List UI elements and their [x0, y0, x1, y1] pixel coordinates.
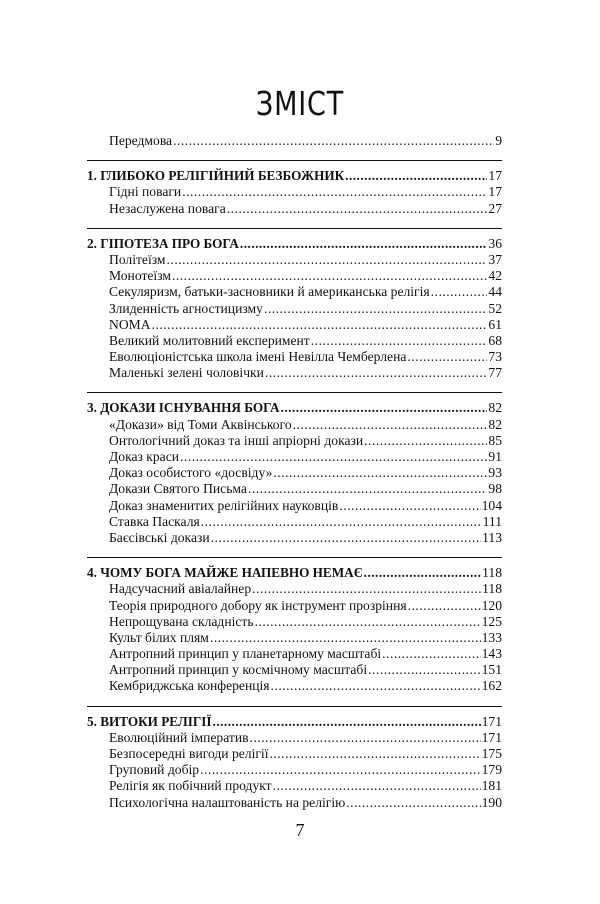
- toc-entry-label: Антропний принцип у планетарному масштабі: [109, 646, 382, 662]
- leader-dots: [227, 201, 488, 217]
- toc-entry-page: 120: [481, 597, 502, 613]
- toc-entry-page: 125: [481, 613, 502, 629]
- leader-dots: [255, 614, 481, 630]
- chapter-section-1: [87, 160, 502, 217]
- toc-entry[interactable]: [87, 530, 502, 546]
- leader-dots: [213, 714, 481, 730]
- toc-entry-page: 171: [481, 729, 502, 745]
- toc-entry-page: 9: [495, 133, 502, 148]
- toc-entry-label: Доказ знаменитих релігійних науковців: [109, 497, 339, 513]
- toc-entry-page: 104: [481, 497, 502, 513]
- leader-dots: [311, 333, 488, 349]
- toc-entry-label: Злиденність агностицизму: [109, 300, 263, 316]
- toc-entry-page: 42: [488, 268, 502, 284]
- toc-entry[interactable]: [87, 465, 502, 481]
- leader-dots: [265, 365, 487, 381]
- chapter-page: 171: [481, 713, 502, 729]
- toc-entry[interactable]: [87, 762, 502, 778]
- chapter-page: 118: [482, 565, 502, 581]
- toc-entry-page: 151: [481, 662, 502, 678]
- leader-dots: [201, 514, 482, 530]
- toc-entry-page: 91: [488, 449, 502, 464]
- leader-dots: [248, 481, 487, 497]
- toc-entry-label: Секуляризм, батьки-засновники й американська релігія: [109, 284, 430, 300]
- toc-entry-label: Передмова: [109, 133, 173, 148]
- leader-dots: [368, 662, 480, 678]
- leader-dots: [264, 301, 487, 317]
- toc-entry[interactable]: [87, 417, 502, 433]
- toc-entry-label: Груповий добір: [109, 762, 200, 778]
- table-of-contents: [87, 133, 502, 811]
- toc-entry-label: Докази Святого Письма: [109, 481, 247, 497]
- toc-entry-label: Великий молитовний експеримент: [109, 332, 310, 348]
- toc-chapter-heading[interactable]: [87, 236, 502, 252]
- toc-entry-page: 82: [488, 416, 502, 432]
- leader-dots: [346, 795, 480, 811]
- toc-entry[interactable]: [87, 317, 502, 333]
- leader-dots: [252, 581, 481, 597]
- toc-entry[interactable]: [87, 614, 502, 630]
- toc-entry-label: Культ білих плям: [109, 629, 209, 645]
- leader-dots: [345, 168, 487, 184]
- toc-entry[interactable]: [87, 201, 502, 217]
- toc-entry-label: Кембриджська конференція: [109, 678, 270, 694]
- chapter-title: 2. ГІПОТЕЗА ПРО БОГА: [87, 235, 239, 251]
- toc-entry[interactable]: [87, 662, 502, 678]
- toc-entry-label: Доказ краси: [109, 449, 180, 464]
- toc-chapter-heading[interactable]: [87, 565, 502, 581]
- toc-entry[interactable]: [87, 433, 502, 449]
- toc-entry[interactable]: [87, 730, 502, 746]
- toc-entry[interactable]: [87, 581, 502, 597]
- toc-entry-label: Теорія природного добору як інструмент прозріння: [109, 597, 407, 613]
- toc-entry-label: Маленькі зелені чоловічки: [109, 365, 264, 381]
- toc-entry[interactable]: [87, 514, 502, 530]
- chapter-page: 36: [488, 235, 502, 251]
- toc-entry-label: Еволюційний імператив: [109, 729, 249, 745]
- toc-chapter-heading[interactable]: [87, 168, 502, 184]
- toc-entry[interactable]: [87, 678, 502, 694]
- chapter-page: 82: [488, 400, 502, 416]
- toc-entry-page: 37: [488, 251, 502, 267]
- toc-entry[interactable]: [87, 333, 502, 349]
- toc-entry[interactable]: [87, 630, 502, 646]
- toc-entry-label: Політеїзм: [109, 251, 166, 267]
- leader-dots: [271, 678, 481, 694]
- toc-entry-page: 44: [488, 284, 502, 300]
- toc-entry[interactable]: [87, 746, 502, 762]
- toc-entry-label: Монотеїзм: [109, 268, 171, 284]
- leader-dots: [250, 730, 481, 746]
- toc-entry[interactable]: [87, 284, 502, 300]
- toc-entry-page: 98: [488, 481, 502, 497]
- toc-entry-page: 73: [488, 349, 502, 365]
- leader-dots: [382, 646, 480, 662]
- toc-entry-page: 143: [481, 646, 502, 662]
- leader-dots: [273, 778, 481, 794]
- page-number: 7: [295, 820, 305, 840]
- toc-entry-label: Баєсівські докази: [109, 529, 210, 545]
- leader-dots: [210, 630, 481, 646]
- toc-entry-page: 181: [481, 778, 502, 794]
- toc-entry[interactable]: [87, 301, 502, 317]
- leader-dots: [172, 268, 487, 284]
- toc-entry[interactable]: [87, 795, 502, 811]
- toc-entry-label: Гідні поваги: [109, 184, 182, 200]
- toc-entry-label: NOMA: [109, 316, 151, 332]
- toc-entry-label: Релігія як побічний продукт: [109, 778, 272, 794]
- leader-dots: [167, 252, 488, 268]
- toc-entry[interactable]: [87, 268, 502, 284]
- toc-entry[interactable]: [87, 481, 502, 497]
- toc-entry-label: Надсучасний авіалайнер: [109, 581, 252, 597]
- chapter-title: 4. ЧОМУ БОГА МАЙЖЕ НАПЕВНО НЕМАЄ: [87, 565, 363, 581]
- toc-entry-label: Онтологічний доказ та інші апріорні докази: [109, 432, 364, 448]
- leader-dots: [281, 400, 488, 416]
- leader-dots: [293, 417, 488, 433]
- toc-entry-page: 77: [488, 365, 502, 381]
- chapter-section-4: [87, 557, 502, 695]
- leader-dots: [364, 565, 481, 581]
- toc-entry-page: 175: [481, 746, 502, 761]
- toc-chapter-heading[interactable]: [87, 400, 502, 416]
- leader-dots: [180, 449, 487, 465]
- leader-dots: [240, 236, 487, 252]
- chapter-title: 5. ВИТОКИ РЕЛІГІЇ: [87, 713, 212, 729]
- toc-entry-page: 111: [482, 513, 502, 529]
- toc-entry[interactable]: [87, 778, 502, 794]
- toc-entry-label: Психологічна налаштованість на релігію: [109, 794, 346, 810]
- toc-entry-label: Безпосередні вигоди релігії: [109, 746, 269, 761]
- toc-entry-page: 113: [482, 529, 502, 545]
- chapter-section-3: [87, 392, 502, 546]
- leader-dots: [431, 284, 488, 300]
- toc-entry[interactable]: [87, 184, 502, 200]
- leader-dots: [152, 317, 488, 333]
- toc-entry-label: «Докази» від Томи Аквінського: [109, 416, 292, 432]
- toc-entry[interactable]: [87, 598, 502, 614]
- leader-dots: [408, 598, 481, 614]
- leader-dots: [339, 498, 480, 514]
- page-title: ЗМІСТ: [255, 84, 345, 123]
- leader-dots: [182, 184, 487, 200]
- toc-entry-label: Незаслужена повага: [109, 200, 226, 216]
- toc-entry-page: 61: [488, 316, 502, 332]
- toc-entry-page: 162: [481, 678, 502, 694]
- toc-entry[interactable]: [87, 365, 502, 381]
- toc-entry-page: 118: [482, 581, 502, 597]
- toc-entry-page: 133: [481, 629, 502, 645]
- toc-entry-page: 85: [488, 432, 502, 448]
- chapter-title: 3. ДОКАЗИ ІСНУВАННЯ БОГА: [87, 400, 280, 416]
- leader-dots: [173, 133, 494, 149]
- leader-dots: [200, 762, 481, 778]
- chapter-title: 1. ГЛИБОКО РЕЛІГІЙНИЙ БЕЗБОЖНИК: [87, 168, 345, 184]
- toc-entry[interactable]: [87, 349, 502, 365]
- leader-dots: [211, 530, 481, 546]
- chapter-section-5: [87, 706, 502, 811]
- toc-entry-page: 190: [481, 794, 502, 810]
- leader-dots: [269, 746, 480, 762]
- toc-entry-page: 17: [488, 184, 502, 200]
- toc-entry-label: Непрощувана складність: [109, 613, 254, 629]
- chapter-section-2: [87, 228, 502, 382]
- toc-entry-label: Ставка Паскаля: [109, 513, 200, 529]
- leader-dots: [364, 433, 487, 449]
- toc-entry-page: 68: [488, 332, 502, 348]
- toc-entry-page: 52: [488, 300, 502, 316]
- preface-section: [87, 133, 502, 149]
- leader-dots: [407, 349, 487, 365]
- chapter-page: 17: [488, 168, 502, 184]
- toc-entry[interactable]: [87, 498, 502, 514]
- toc-entry-preface[interactable]: [87, 133, 502, 149]
- toc-entry[interactable]: [87, 646, 502, 662]
- toc-entry[interactable]: [87, 449, 502, 465]
- toc-entry-label: Еволюціоністська школа імені Невілла Чемберлена: [109, 349, 407, 365]
- toc-entry-label: Антропний принцип у космічному масштабі: [109, 662, 368, 678]
- toc-entry-label: Доказ особистого «досвіду»: [109, 465, 273, 481]
- toc-entry-page: 93: [488, 465, 502, 481]
- toc-entry-page: 27: [488, 200, 502, 216]
- toc-chapter-heading[interactable]: [87, 714, 502, 730]
- leader-dots: [273, 465, 487, 481]
- toc-entry[interactable]: [87, 252, 502, 268]
- toc-entry-page: 179: [481, 762, 502, 778]
